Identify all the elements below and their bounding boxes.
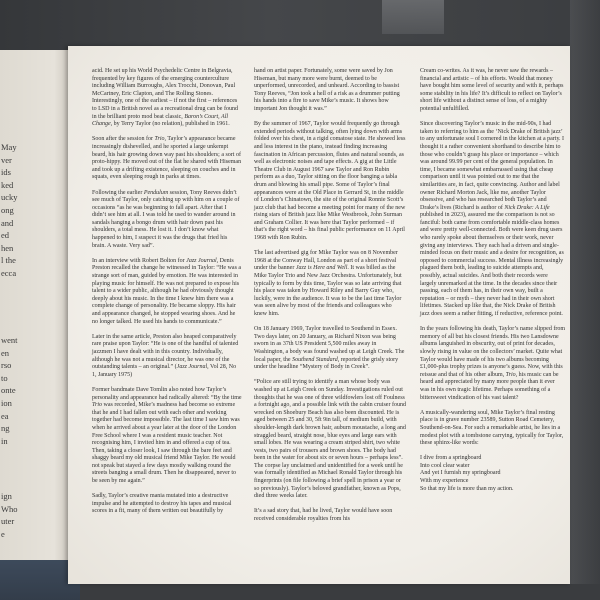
cropped-line-fragment: ion	[1, 397, 12, 408]
light-reflection	[382, 0, 444, 34]
article-paragraph	[92, 334, 242, 380]
poem-line: With my experience	[420, 478, 469, 485]
text-run: , by Terry Taylor (no relation), published in 1961.	[110, 121, 230, 128]
cropped-text-fragments	[1, 490, 18, 540]
cropped-line-fragment: ed	[1, 230, 10, 241]
cropped-text-fragments	[1, 334, 18, 447]
text-run: Sadly, Taylor’s creative mania mutated into a destructive impulse and he attempted to destroy his tapes and musical scores in a fit, many of them written out beautifully by	[92, 493, 232, 515]
text-run: In an interview with Robert Bolton for	[92, 257, 187, 264]
cropped-line-fragment: onte	[1, 385, 16, 396]
article-column-3	[420, 68, 565, 493]
booklet-page	[68, 46, 570, 584]
cropped-line-fragment: to	[1, 372, 8, 383]
article-paragraph	[254, 250, 406, 318]
text-run: Cream co-writes. As it was, he never saw the rewards – financial and artistic – of his efforts. Would that money have bought him some level of security and with it, perhaps some stability in his life? It’s difficult to reflect on Taylor’s short life without a distinct sense of loss, of a mighty potential unfulfilled.	[420, 68, 564, 112]
article-paragraph	[92, 190, 242, 251]
italic-title: Jazz Journal	[176, 364, 208, 371]
text-run: The last advertised gig for Mike Taylor was on 8 November 1968 at the Conway Hall, London as part of a short festival under the banner	[254, 250, 398, 272]
text-run: In the years following his death, Taylor’s name slipped from memory of all but his closest friends. His two Lansdowne albums languished in obscurity, out of print for decades, slowly rising in value on the collectors’ market. Quite what Taylor would have made of his two albums becoming £1,000-plus trophy prizes is anyone’s guess. Now, with this reissue and that of his other album,	[420, 326, 565, 378]
cropped-line-fragment: ucky	[1, 192, 18, 203]
italic-title: Baron’s Court, All Change	[92, 113, 229, 128]
cropped-line-fragment: Who	[1, 503, 18, 514]
text-run: session, Tony Reeves didn’t see much of Taylor, only catching up with him on a couple of occasions “as he was beginning to fall apart. After that I didn’t see him at all. I was told he used to wander around in sandals hanging a bongo drum with hair down past his shoulders, a total mess. He lost it. I don’t know what happened to him, I suspect it was the drugs that fried his brain. A waste. Very sad”.	[92, 189, 240, 249]
epitaph-poem	[420, 455, 565, 493]
text-run: Former bandmate Dave Tomlin also noted how Taylor’s personality and appearance had radically altered: “By the time	[92, 386, 242, 401]
text-run: Later in the same article, Preston also heaped comparatively rare praise upon Taylor: “He is one of the handful of talented jazzmen I have dealt with in this country. Individually, although he was not a musical director, he was one of the outstanding talents – an original.” (	[92, 333, 239, 371]
cropped-line-fragment: ng	[1, 423, 10, 434]
record-sleeve-backdrop-bottom	[0, 584, 600, 600]
record-sleeve-backdrop-right	[570, 0, 600, 600]
cropped-text-fragments	[1, 141, 18, 280]
article-paragraph	[92, 387, 242, 486]
cropped-line-fragment: ea	[1, 410, 9, 421]
poem-line: And yet I furnish my springboard	[420, 470, 501, 477]
cropped-line-fragment: hen	[1, 242, 14, 253]
text-run: On 18 January 1969, Taylor travelled to Southend in Essex. Two days later, on 20 January, as Richard Nixon was being sworn in as 37th US President 5,500 miles away in Washington, a body was found washed up at Leigh Creek. The local paper, the	[254, 326, 405, 363]
cropped-line-fragment: May	[1, 142, 17, 152]
text-run: It’s a sad story that, had he lived, Taylor would have soon received considerable royalties from his	[254, 508, 393, 523]
cropped-line-fragment: ids	[1, 167, 11, 178]
article-paragraph	[254, 121, 406, 243]
cropped-line-fragment: e	[1, 528, 5, 539]
article-paragraph	[254, 379, 406, 501]
italic-title: Nick Drake: A Life	[504, 204, 550, 211]
article-paragraph	[420, 68, 565, 114]
article-column-2	[254, 68, 406, 531]
article-paragraph	[254, 68, 406, 114]
italic-title: Trio	[505, 371, 516, 378]
article-paragraph	[420, 121, 565, 318]
cropped-line-fragment: ong	[1, 204, 14, 215]
cropped-line-fragment: ign	[1, 491, 12, 501]
text-run: was recorded, Mike’s madness had become so extreme that he and I had fallen out with each other and working together had become impossible. The last time I saw him was when he arrived about a year later at the door of the London Free School where I was a resident music teacher. Not recognising him, I invited him in and offered a cup of tea. Then, taking a closer look, I saw through the bare feet and shaggy beard my old musical friend Mike Taylor. He would not speak but stayed a few days mostly walking round the streets banging a small drum. Then he disappeared, never to be seen by me again.”	[92, 402, 240, 485]
article-paragraph	[92, 136, 242, 182]
italic-title: Southend Standard	[292, 356, 338, 363]
text-run: By the summer of 1967, Taylor would frequently go through extended periods without talking, often lying down with arms folded over his chest, in a rigid comatose state. He showed less and less interest in the piano, instead finding increasing fascination in African percussion, flutes and natural sounds, as well as electronic noises and tape effects. A gig at the Little Theatre Club in August 1967 saw Taylor and Ron Rubin perform as a duo, Taylor sitting on the floor banging a tabla drum and blowing his small pipe. Some of Taylor’s final appearances were at the Old Place in Gerrard St, in the middle of London’s Chinatown, the site of the original Ronnie Scott’s jazz club that had become a meeting point for many of the new rising stars of British jazz like Mike Westbrook, John Surman and Graham Collier. It was here that Taylor performed – if that’s the right word – his final public performance on 11 April 1968 with Ron Rubin.	[254, 121, 406, 242]
cropped-line-fragment: l the	[1, 255, 16, 266]
text-run: Soon after the session for	[92, 136, 155, 143]
record-sleeve-backdrop-top	[0, 0, 600, 50]
poem-line: Into cool clear water	[420, 462, 470, 469]
cropped-line-fragment: went	[1, 335, 18, 345]
text-run: acid. He set up his World Psychedelic Centre in Belgravia, frequented by key figures of the emerging counterculture including William Burroughs, Alex Trocchi, Donovan, Paul McCartney, Eric Clapton, and The Rolling Stones. Interestingly, one of the earliest – if not the first – references to LSD in a British novel as a recreational drug can be found in the brilliant proto mod beat classic,	[92, 68, 238, 120]
article-paragraph	[420, 410, 565, 448]
text-run: published in 2023), assured me the comparison is not so fanciful: both came from comfortable middle-class homes and were pretty well-connected. Both were keen drug users who rarely spoke about themselves or their work, never giving any interviews. They each had a driven and single-minded focus on their music and a desire for recognition, as opposed to commercial success. Mental illness increasingly plagued them both, leading to suicide attempts and, possibly, actual suicides. And both their records were largely unremarked at the time. In the decades since their passing, each of them has, in their own way, built a reputation – or myth – they never had in their own short lifetimes. Stacked up like that, the Nick Drake of British jazz does seem a rather fitting, if reductive, reference point.	[420, 212, 564, 317]
italic-title: Jazz Journal	[186, 257, 217, 264]
text-run: Following the earlier	[92, 189, 144, 196]
text-run: A musically-wandering soul, Mike Taylor’s final resting place is in grave number 23589, Sutton Road Cemetery, Southend-on-Sea. For such a remarkable artist, he lies in a modest plot with a tombstone carrying, typically for Taylor, these sphinx-like words:	[420, 409, 564, 447]
text-run: , his music can be heard and appreciated by many more people than it ever was in his own tragic lifetime. Perhaps something of a bittersweet vindication of his vast talent?	[420, 371, 559, 401]
article-paragraph	[92, 493, 242, 516]
cropped-line-fragment: and	[1, 217, 14, 228]
italic-title: Jazz is Here and Well	[295, 265, 348, 272]
poem-line: So that my life is more than my action.	[420, 485, 514, 492]
cropped-line-fragment: rso	[1, 360, 12, 371]
article-paragraph	[420, 326, 565, 402]
cropped-line-fragment: in	[1, 435, 8, 446]
text-run: , Vol 28, No 1, January 1975)	[92, 364, 237, 378]
italic-title: Trio	[154, 136, 165, 143]
text-run: , Denis Preston recalled the change he witnessed in Taylor: “He was a strange sort of man, guided by emotion. He was interested in playing music for himself. He was not prepared to expose his talent to a wider public, although he had obviously thought deeply about his music. In the time I knew him there was a complete change of personality. He became sloppy. His hair and appearance changed, he stopped wearing shoes. And he no longer talked. He used his hands to communicate.”	[92, 257, 242, 325]
text-run: Since discovering Taylor’s music in the mid-90s, I had taken to referring to him as the ‘Nick Drake of British jazz’ to any unfortunate soul I cornered in the kitchen at a party. I thought it a rather convenient shorthand to describe him to those who couldn’t grasp his place or importance – which was around 99.99 per cent of the general population. In time, I became somewhat embarrassed using that cheap comparison until it was pointed out to me that the similarities are, in fact, quite convincing. Author and label owner Richard Morton Jack, like me, another Taylor obsessive, and who has researched both Taylor’s and Drake’s lives (Richard is author of	[420, 121, 565, 211]
article-column-1	[92, 68, 242, 524]
article-paragraph	[92, 258, 242, 326]
article-paragraph	[92, 68, 242, 129]
cropped-line-fragment: ecca	[1, 267, 17, 278]
text-run: hand on artist paper. Fortunately, some were saved by Jon Hiseman, but many more were burnt, deemed to be unperformed, unrecorded, and unheard. According to bassist Tony Reeves, “Jon took a hell of a risk as a drummer putting his hands into a fire to save Mike’s music. It shows how important Jon thought it was.”	[254, 68, 400, 112]
cropped-line-fragment: uter	[1, 516, 15, 527]
article-paragraph	[254, 326, 406, 372]
text-run: “Police are still trying to identify a man whose body was washed up at Leigh Creek on Sunday. Investigations ruled out thoughts that he was one of three wildfowlers lost off Foulness a fortnight ago, and a possible link with the cabin cruiser found wrecked on Shoebury Beach has also been discounted. He is aged between 25 and 30, 5ft 9in tall, of medium build, with shoulder-length dark brown hair, auburn moustache, a long and straggled beard, straight nose, blue eyes and large ears with small lobes. He was wearing a cream striped shirt, two white vests, two pairs of trousers and brown shoes. The body had been in the water for about six or seven hours – perhaps less”. The corpse lay unclaimed and unidentified for a week until he was formally identified as Michael Ronald Taylor through his fingerprints (on file following a brief spell in prison a year or so previously). Taylor’s beloved grandfather, known as Pops, died three weeks later.	[254, 379, 406, 500]
text-run: , reported the grisly story under the headline “Mystery of Body in Creek”.	[254, 356, 399, 371]
text-run: , Taylor’s appearance became increasingly dishevelled, and he sported a large unkempt beard, his hair growing down way past his shoulders; a sort of proto-hippy. He moved out of the flat he shared with Hiseman and took up a drifting existence, sleeping on couches and in squats, even sleeping rough in parks at times.	[92, 136, 242, 181]
text-run: . It was billed as the Mike Taylor Trio and New Jazz Orchestra. Unfortunately, but typically to form by this time, Taylor was so late arriving that his place was taken by Howard Riley and Barry Guy who, luckily, were in the audience. It was to be the last time Taylor was seen alive by most of the friends and colleagues who knew him.	[254, 265, 402, 317]
poem-line: I dive from a springboard	[420, 455, 482, 462]
italic-title: Trio	[92, 402, 103, 409]
underlying-page	[0, 50, 68, 560]
cropped-line-fragment: en	[1, 347, 10, 358]
cropped-line-fragment: ver	[1, 154, 12, 165]
italic-title: Pendulum	[143, 189, 169, 196]
article-paragraph	[254, 508, 406, 523]
cropped-line-fragment: ked	[1, 179, 14, 190]
